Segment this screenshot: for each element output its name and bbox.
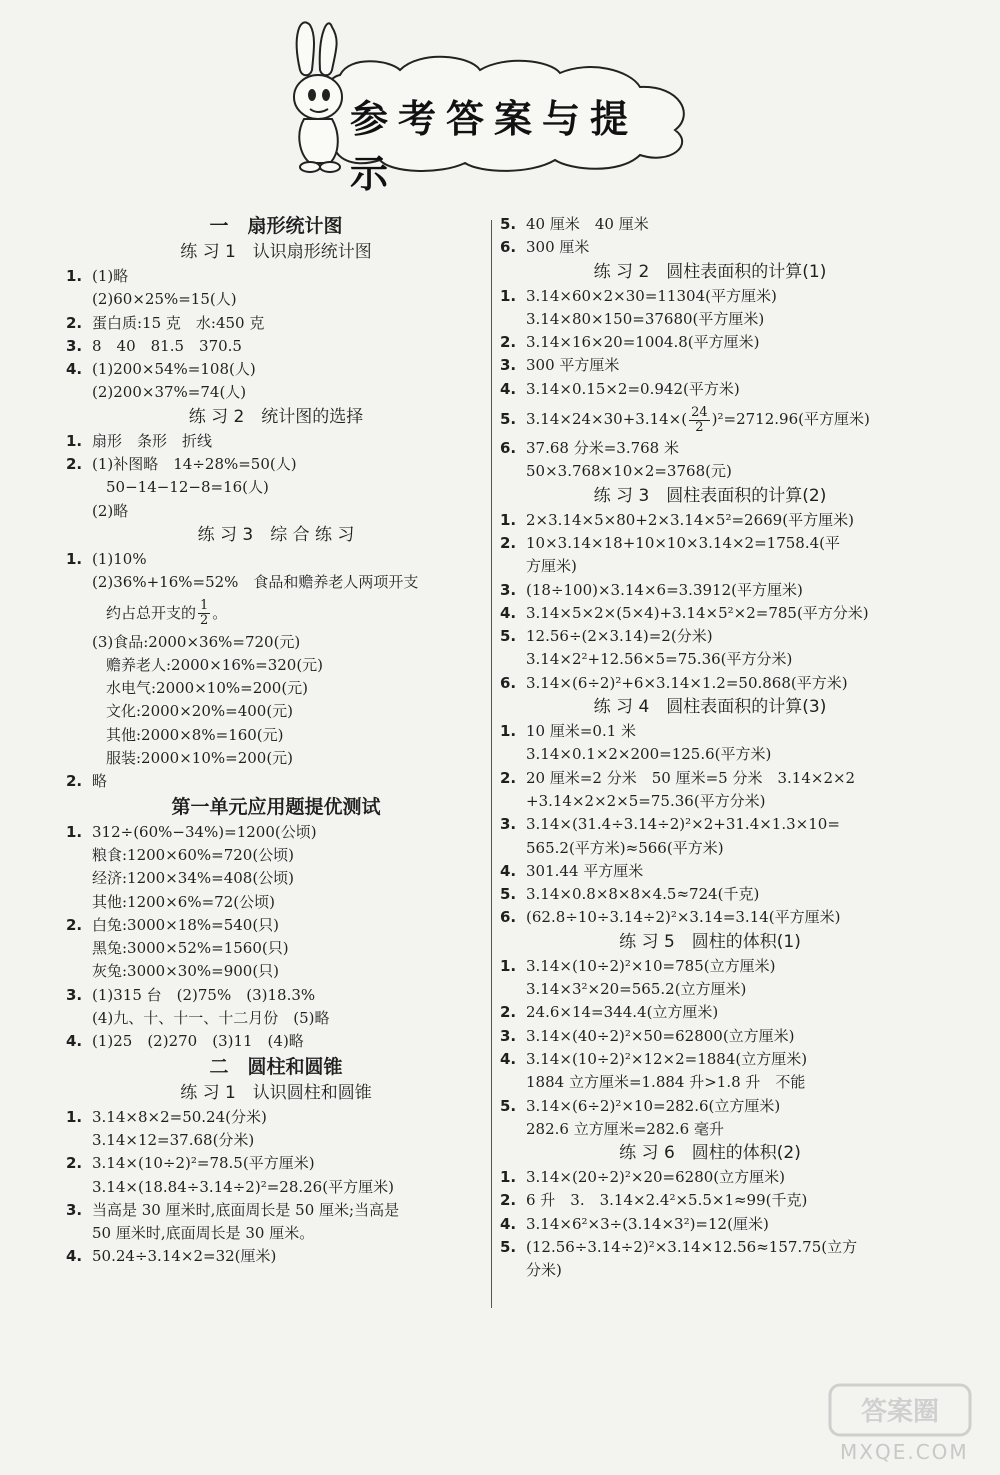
answer-item (500, 213, 920, 236)
exercise-heading: 练 习 2 圆柱表面积的计算(1) (593, 261, 827, 282)
answer-item (66, 430, 486, 453)
exercise-heading: 练 习 6 圆柱的体积(2) (619, 1143, 801, 1164)
item-number: 1. (66, 822, 83, 841)
answer-item (66, 265, 486, 288)
item-number: 6. (500, 238, 517, 257)
answer-text: 白兔:3000×18%=540(只) (92, 915, 280, 934)
answer-text: 3.14×60×2×30=11304(平方厘米) (526, 286, 777, 305)
answer-item (66, 1152, 486, 1175)
answer-text: 3.14×5×2×(5×4)+3.14×5²×2=785(平方分米) (526, 603, 869, 622)
section-heading: 一 扇形统计图 (209, 215, 343, 237)
answer-continuation: 灰兔:3000×30%=900(只) (92, 962, 280, 981)
item-number: 3. (66, 985, 83, 1004)
answer-text-after: )²=2712.96(平方厘米) (711, 410, 870, 429)
answer-text: 37.68 分米=3.768 米 (526, 439, 679, 458)
item-number: 2. (66, 915, 83, 934)
item-number: 4. (500, 1049, 517, 1068)
answer-item (500, 1236, 920, 1259)
answer-item (500, 532, 920, 555)
item-number: 1. (66, 267, 83, 285)
answer-text: 3.14×16×20=1004.8(平方厘米) (526, 333, 760, 352)
answer-item (500, 767, 920, 790)
answer-text: 3.14×24×30+3.14×( (526, 410, 688, 429)
item-number: 4. (66, 1032, 83, 1051)
page-title: 参考答案与提示 (350, 97, 639, 196)
item-number: 2. (66, 313, 83, 332)
section-heading: 第一单元应用题提优测试 (171, 795, 381, 818)
answer-text: 当高是 30 厘米时,底面周长是 50 厘米;当高是 (92, 1200, 400, 1219)
answer-continuation: 其他:2000×8%=160(元) (106, 725, 284, 744)
item-number: 3. (500, 356, 517, 375)
item-number: 4. (66, 1247, 83, 1266)
answer-text: 蛋白质:15 克 水:450 克 (92, 313, 265, 332)
answer-item (500, 285, 920, 308)
answer-text: 3.14×(10÷2)²=78.5(平方厘米) (92, 1154, 315, 1173)
answer-item (66, 312, 486, 335)
item-number: 1. (500, 956, 517, 975)
answer-text: 3.14×(20÷2)²×20=6280(立方厘米) (526, 1168, 785, 1187)
answer-text: 2×3.14×5×80+2×3.14×5²=2669(平方厘米) (526, 510, 854, 529)
watermark-text: MXQE.COM (840, 1440, 969, 1464)
answer-item (500, 1166, 920, 1189)
answer-text: 300 厘米 (526, 238, 590, 257)
answer-item (500, 625, 920, 648)
answer-text: (62.8÷10÷3.14÷2)²×3.14=3.14(平方厘米) (526, 908, 841, 927)
answer-continuation: 赡养老人:2000×16%=320(元) (106, 655, 324, 674)
exercise-heading: 练 习 3 综 合 练 习 (197, 524, 355, 545)
exercise-heading: 练 习 2 统计图的选择 (188, 406, 364, 427)
answer-text: 20 厘米=2 分米 50 厘米=5 分米 3.14×2×2 (526, 768, 856, 787)
item-number: 5. (500, 1237, 517, 1256)
exercise-heading: 练 习 3 圆柱表面积的计算(2) (593, 485, 827, 506)
answer-text: 6 升 3. 3.14×2.4²×5.5×1≈99(千克) (526, 1191, 808, 1210)
answer-item (66, 914, 486, 937)
answer-item (500, 1048, 920, 1071)
answer-continuation: 1884 立方厘米=1.884 升>1.8 升 不能 (526, 1073, 806, 1092)
item-number: 1. (66, 1107, 83, 1126)
answer-item (500, 378, 920, 401)
answer-continuation: 565.2(平方米)≈566(平方米) (526, 838, 724, 857)
item-number: 6. (500, 673, 517, 692)
item-number: 1. (66, 431, 83, 450)
item-number: 1. (500, 722, 517, 741)
answer-item (66, 770, 486, 793)
answer-item (500, 813, 920, 836)
answer-continuation: (2)60×25%=15(人) (92, 290, 237, 309)
answer-continuation: 50−14−12−8=16(人) (106, 478, 269, 497)
exercise-heading: 练 习 1 认识扇形统计图 (180, 242, 372, 262)
answer-text: (1)25 (2)270 (3)11 (4)略 (92, 1032, 304, 1051)
answer-text: 扇形 条形 折线 (92, 431, 213, 450)
answer-continuation: (4)九、十、十一、十二月份 (5)略 (92, 1009, 330, 1028)
item-number: 1. (66, 549, 83, 568)
item-number: 1. (500, 1168, 517, 1187)
item-number: 4. (500, 861, 517, 880)
item-number: 3. (500, 815, 517, 834)
answer-text: 3.14×(10÷2)²×10=785(立方厘米) (526, 956, 776, 975)
left-column (66, 213, 486, 1269)
answer-item (500, 354, 920, 377)
answer-item (500, 672, 920, 695)
answer-item (66, 984, 486, 1007)
fraction-denominator: 2 (695, 419, 704, 435)
answer-continuation (66, 595, 486, 631)
answer-text: 40 厘米 40 厘米 (526, 215, 649, 233)
fraction (689, 406, 710, 435)
item-number: 2. (66, 1154, 83, 1173)
answer-continuation: 50 厘米时,底面周长是 30 厘米。 (92, 1224, 315, 1243)
item-number: 5. (500, 885, 517, 904)
answer-continuation: 水电气:2000×10%=200(元) (106, 679, 309, 698)
answer-text: (1)略 (92, 267, 129, 285)
answer-continuation: 经济:1200×34%=408(公顷) (92, 869, 295, 888)
answer-text: 略 (92, 772, 108, 791)
answer-continuation: (3)食品:2000×36%=720(元) (92, 632, 301, 651)
item-number: 2. (500, 1191, 517, 1210)
answer-item (66, 335, 486, 358)
answer-item (66, 358, 486, 381)
answer-continuation: 黑兔:3000×52%=1560(只) (92, 939, 289, 958)
answer-text: 10 厘米=0.1 米 (526, 722, 637, 741)
answer-continuation: 3.14×(18.84÷3.14÷2)²=28.26(平方厘米) (92, 1177, 394, 1196)
answer-text: (1)10% (92, 549, 147, 568)
answer-continuation: 文化:2000×20%=400(元) (106, 702, 294, 721)
answer-continuation: (2)略 (92, 501, 129, 520)
answer-text: (1)补图略 14÷28%=50(人) (92, 455, 297, 474)
answer-continuation: 方厘米) (526, 557, 577, 576)
answer-continuation: 分米) (526, 1261, 562, 1280)
item-number: 3. (66, 1200, 83, 1219)
item-number: 1. (500, 286, 517, 305)
answer-item (500, 883, 920, 906)
answer-item (66, 548, 486, 571)
answer-text: (12.56÷3.14÷2)²×3.14×12.56≈157.75(立方 (526, 1237, 858, 1256)
answer-text: 3.14×6²×3÷(3.14×3²)=12(厘米) (526, 1214, 769, 1233)
exercise-heading: 练 习 4 圆柱表面积的计算(3) (593, 697, 827, 718)
answer-item (66, 1106, 486, 1129)
fraction (198, 599, 210, 628)
column-divider (491, 220, 492, 1308)
answer-text: 3.14×(6÷2)²×10=282.6(立方厘米) (526, 1096, 781, 1115)
item-number: 5. (500, 627, 517, 646)
answer-text: 10×3.14×18+10×10×3.14×2=1758.4(平 (526, 533, 841, 552)
answer-item (500, 1189, 920, 1212)
answer-text: 3.14×(31.4÷3.14÷2)²×2+31.4×1.3×10= (526, 815, 840, 834)
answer-text: 3.14×0.15×2=0.942(平方米) (526, 379, 740, 398)
answer-text: 24.6×14=344.4(立方厘米) (526, 1003, 719, 1022)
answer-text: 301.44 平方厘米 (526, 861, 644, 880)
answer-text: 8 40 81.5 370.5 (92, 336, 242, 355)
item-number: 2. (66, 455, 83, 474)
answer-continuation: 282.6 立方厘米=282.6 毫升 (526, 1119, 724, 1138)
answer-text: 3.14×0.8×8×8×4.5≈724(千克) (526, 885, 760, 904)
item-number: 4. (66, 360, 83, 379)
section-heading: 二 圆柱和圆锥 (209, 1055, 343, 1078)
answer-text: 约占总开支的 (106, 603, 197, 622)
answer-continuation: 粮食:1200×60%=720(公顷) (92, 845, 295, 864)
answer-text: 3.14×(40÷2)²×50=62800(立方厘米) (526, 1026, 795, 1045)
fraction-denominator: 2 (200, 613, 209, 629)
answer-item (500, 955, 920, 978)
answer-continuation: 3.14×2²+12.56×5=75.36(平方分米) (526, 650, 793, 669)
answer-item (500, 860, 920, 883)
answer-item (66, 453, 486, 476)
item-number: 5. (500, 1096, 517, 1115)
answer-item (500, 1095, 920, 1118)
answer-text: 12.56÷(2×3.14)=2(分米) (526, 627, 713, 646)
answer-continuation: 其他:1200×6%=72(公顷) (92, 892, 275, 911)
item-number: 3. (66, 336, 83, 355)
item-number: 5. (500, 410, 517, 429)
item-number: 2. (500, 333, 517, 352)
item-number: 4. (500, 603, 517, 622)
answer-text: (1)200×54%=108(人) (92, 360, 256, 379)
item-number: 6. (500, 439, 517, 458)
answer-text: 3.14×8×2=50.24(分米) (92, 1107, 267, 1126)
exercise-heading: 练 习 1 认识圆柱和圆锥 (180, 1082, 372, 1103)
item-number: 6. (500, 908, 517, 927)
fraction-numerator: 1 (200, 598, 209, 614)
answer-continuation: 50×3.768×10×2=3768(元) (526, 462, 732, 481)
item-number: 3. (500, 1026, 517, 1045)
answer-continuation: 3.14×12=37.68(分米) (92, 1130, 255, 1149)
answer-continuation: 3.14×0.1×2×200=125.6(平方米) (526, 745, 772, 764)
fraction-numerator: 24 (691, 404, 708, 420)
answer-text: 3.14×(10÷2)²×12×2=1884(立方厘米) (526, 1049, 808, 1068)
answer-text: 50.24÷3.14×2=32(厘米) (92, 1247, 277, 1266)
answer-item (66, 1245, 486, 1268)
answer-item (500, 236, 920, 259)
answer-item (66, 1030, 486, 1053)
answer-text-after: 。 (212, 603, 228, 622)
answer-continuation: (2)200×37%=74(人) (92, 383, 247, 402)
item-number: 5. (500, 215, 517, 233)
item-number: 1. (500, 510, 517, 529)
right-column (500, 213, 920, 1283)
answer-item (500, 1025, 920, 1048)
answer-item (500, 602, 920, 625)
answer-text: (18÷100)×3.14×6=3.3912(平方厘米) (526, 580, 803, 599)
answer-text: 312÷(60%−34%)=1200(公顷) (92, 822, 317, 841)
watermark-mark: 答案圈 (860, 1397, 940, 1427)
answer-item (500, 1001, 920, 1024)
answer-item (500, 331, 920, 354)
item-number: 4. (500, 1214, 517, 1233)
answer-continuation: 3.14×3²×20=565.2(立方厘米) (526, 980, 747, 999)
answer-continuation: 3.14×80×150=37680(平方厘米) (526, 309, 765, 328)
item-number: 4. (500, 379, 517, 398)
answer-item (66, 821, 486, 844)
answer-item (500, 906, 920, 929)
bunny-mascot (294, 22, 342, 172)
answer-item (500, 401, 920, 437)
exercise-heading: 练 习 5 圆柱的体积(1) (619, 931, 801, 952)
answer-text: (1)315 台 (2)75% (3)18.3% (92, 985, 316, 1004)
answer-item (500, 720, 920, 743)
answer-continuation: +3.14×2×2×5=75.36(平方分米) (526, 791, 766, 810)
item-number: 3. (500, 580, 517, 599)
answer-item (500, 579, 920, 602)
answer-item (500, 1213, 920, 1236)
item-number: 2. (500, 533, 517, 552)
answer-text: 3.14×(6÷2)²+6×3.14×1.2=50.868(平方米) (526, 673, 848, 692)
answer-text: 300 平方厘米 (526, 356, 620, 375)
answer-item (500, 509, 920, 532)
answer-item (500, 437, 920, 460)
answer-continuation: 服装:2000×10%=200(元) (106, 749, 294, 768)
item-number: 2. (500, 1003, 517, 1022)
answer-continuation: (2)36%+16%=52% 食品和赡养老人两项开支 (92, 573, 419, 592)
item-number: 2. (66, 772, 83, 791)
item-number: 2. (500, 768, 517, 787)
answer-item (66, 1199, 486, 1222)
